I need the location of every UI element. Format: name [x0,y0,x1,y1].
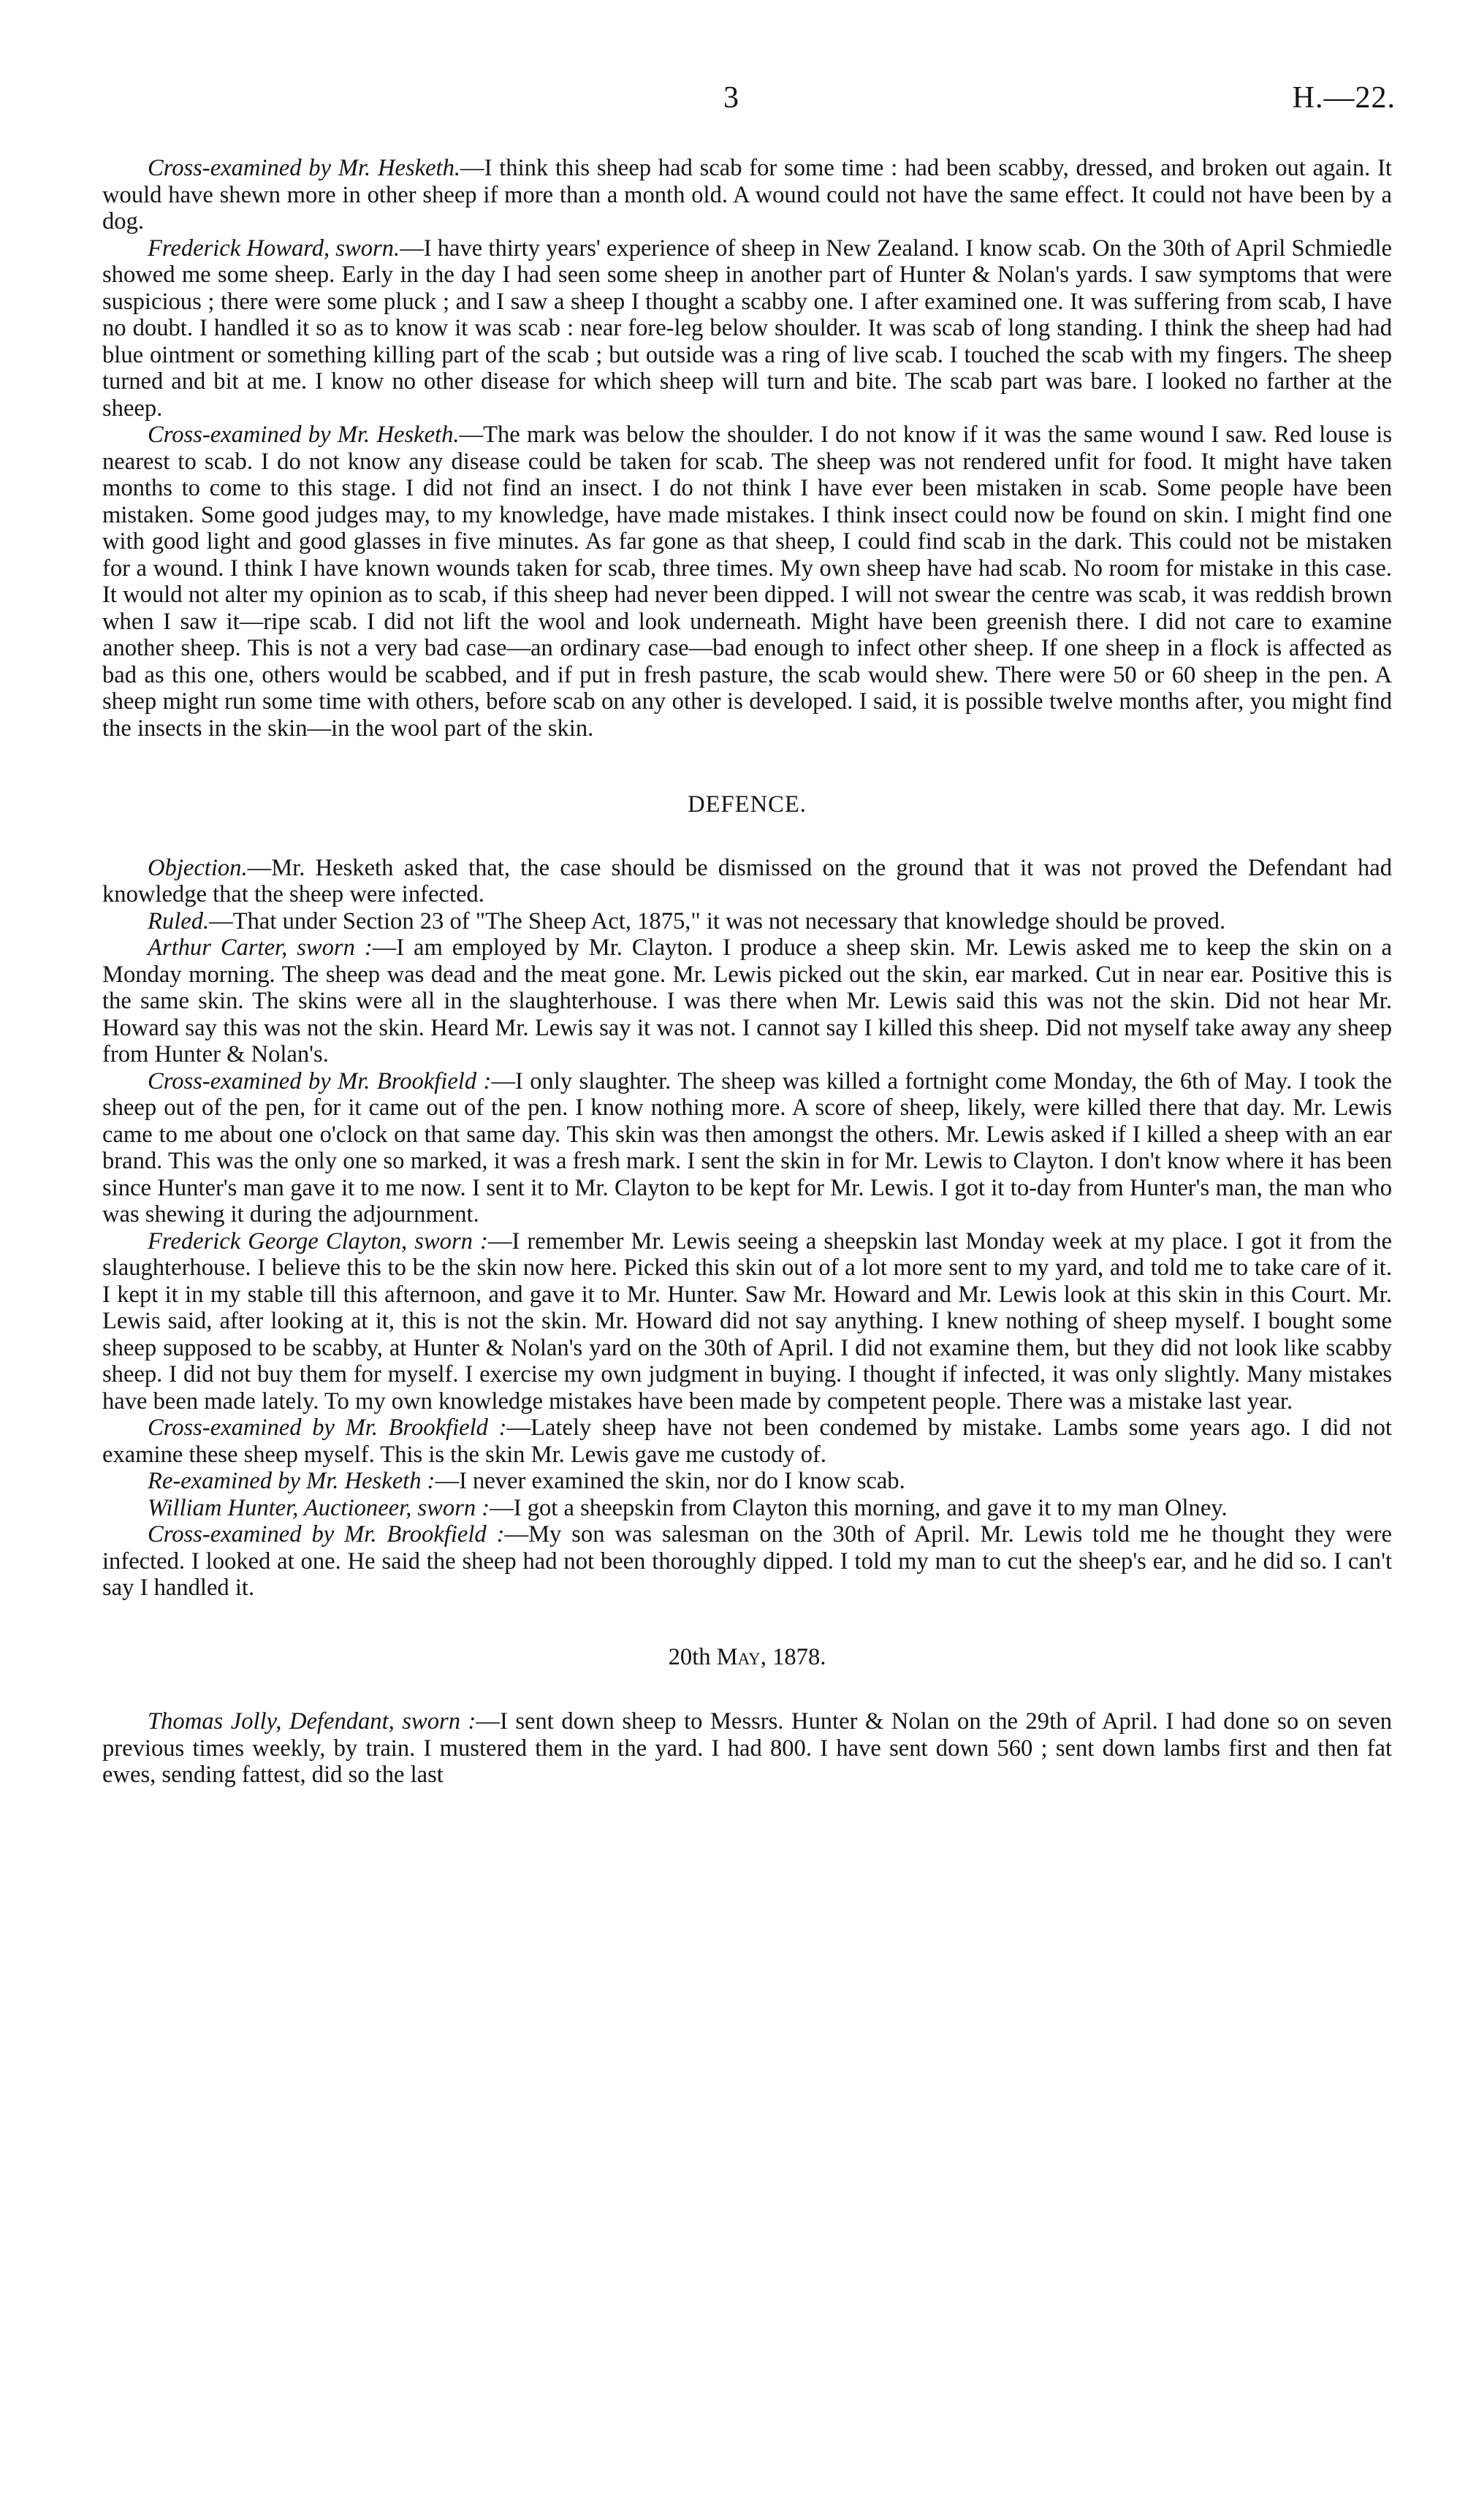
testimony-paragraph [102,1228,1392,1415]
testimony-paragraph [102,908,1392,935]
paragraph-lead: Cross-examined by Mr. Brookfield : [148,1415,507,1441]
paragraph-text: —I remember Mr. Lewis seeing a sheepskin last Monday week at my place. I got it from the slaughterhouse. I believe this to be the skin now here. Picked this skin out of a lot more sent to my yard, and told me to take care of it. I kept it in my stable till this afternoon, and gave it to Mr. Hunter. Saw Mr. Howard and Mr. Lewis look at this skin in this Court. Mr. Lewis said, after looking at it, this is not the skin. Mr. Howard did not say anything. I knew nothing of sheep myself. I bought some sheep supposed to be scabby, at Hunter & Nolan's yard on the 30th of April. I did not examine them, but they did not look like scabby sheep. I did not buy them for myself. I exercise my own judgment in buying. I thought if infected, it was only slightly. Many mistakes have been made lately. To my own knowledge mistakes have been made by competent people. There was a mistake last year. [102,1227,1392,1415]
testimony-paragraph [102,934,1392,1068]
paragraph-lead: Objection. [148,854,248,881]
document-reference: H.—22. [1292,81,1396,115]
paragraph-lead: Thomas Jolly, Defendant, sworn : [148,1708,476,1735]
date-month: May [716,1643,761,1670]
paragraph-text: —I am employed by Mr. Clayton. I produce a sheep skin. Mr. Lewis asked me to keep the skin on a Monday morning. The sheep was dead and the meat gone. Mr. Lewis picked out the skin, ear marked. Cut in near ear. Positive this is the same skin. The skins were all in the slaughterhouse. I was there when Mr. Lewis said this was not the skin. Did not hear Mr. Howard say this was not the skin. Heard Mr. Lewis say it was not. I cannot say I killed this sheep. Did not myself take away any sheep from Hunter & Nolan's. [102,934,1392,1067]
date-day: 20th [668,1643,711,1670]
testimony-paragraph [102,1415,1392,1468]
paragraph-text: —My son was salesman on the 30th of April. Mr. Lewis told me he thought they were infected. I looked at one. He said the sheep had not been thoroughly dipped. I told my man to cut the sheep's ear, and he did so. I can't say I handled it. [102,1521,1392,1601]
paragraph-lead: William Hunter, Auctioneer, sworn : [148,1494,490,1521]
paragraph-text: —I sent down sheep to Messrs. Hunter & Nolan on the 29th of April. I had done so on seven previous times weekly, by train. I mustered them in the yard. I had 800. I have sent down 560 ; sent down lambs first and then fat ewes, sending fattest, did so the last [102,1708,1392,1788]
date-year: , 1878. [760,1643,826,1670]
testimony-paragraph [102,422,1392,742]
testimony-paragraph [102,855,1392,908]
paragraph-text: —I have thirty years' experience of sheep in New Zealand. I know scab. On the 30th of April Schmiedle showed me some sheep. Early in the day I had seen some sheep in another part of Hunter & Nolan's yards. I saw symptoms that were suspicious ; there were some pluck ; and I saw a sheep I thought a scabby one. I after examined one. It was suffering from scab, I have no doubt. I handled it so as to know it was scab : near fore-leg below shoulder. It was scab of long standing. I think the sheep had had blue ointment or something killing part of the scab ; but outside was a ring of live scab. I touched the scab with my fingers. The sheep turned and bit at me. I know no other disease for which sheep will turn and bite. The scab part was bare. I looked no farther at the sheep. [102,235,1393,422]
testimony-section-defence [102,855,1392,1602]
paragraph-text: —I only slaughter. The sheep was killed a fortnight come Monday, the 6th of May. I took the sheep out of the pen, for it came out of the pen. I know nothing more. A score of sheep, likely, were killed there that day. Mr. Lewis came to me about one o'clock on that same day. This skin was then amongst the others. Mr. Lewis asked if I killed a sheep with an ear brand. This was the only one so marked, it was a fresh mark. I sent the skin in for Mr. Lewis to Clayton. I don't know where it has been since Hunter's man gave it to me now. I sent it to Mr. Clayton to be kept for Mr. Lewis. I got it to-day from Hunter's man, the man who was shewing it during the adjournment. [102,1067,1392,1227]
paragraph-lead: Ruled. [148,907,210,934]
paragraph-lead: Frederick George Clayton, sworn : [148,1227,488,1255]
paragraph-text: —I think this sheep had scab for some time : had been scabby, dressed, and broken out again. It would have shewn more in other sheep if more than a month old. A wound could not have the same effect. It could not have been by a dog. [102,155,1392,235]
paragraph-lead: Arthur Carter, sworn : [148,934,373,961]
paragraph-text: —The mark was below the shoulder. I do not know if it was the same wound I saw. Red louse is nearest to scab. I do not know any disease could be taken for scab. The sheep was not rendered unfit for food. It might have taken months to come to this stage. I did not find an insect. I do not think I have ever been mistaken in scab. Some people have been mistaken. Some good judges may, to my knowledge, have made mistakes. I think insect could now be found on skin. I might find one with good light and good glasses in five minutes. As far gone as that sheep, I could find scab in the dark. This could not be mistaken for a wound. I think I have known wounds taken for scab, three times. My own sheep have had scab. No room for mistake in this case. It would not alter my opinion as to scab, if this sheep had never been dipped. I will not swear the centre was scab, it was reddish brown when I saw it—ripe scab. I did not lift the wool and look underneath. Might have been greenish there. I did not care to examine another sheep. This is not a very bad case—an ordinary case—bad enough to infect other sheep. If one sheep in a flock is affected as bad as this one, others would be scabbed, and if put in fresh pasture, the scab would shew. There were 50 or 60 sheep in the pen. A sheep might run some time with others, before scab on any other is developed. I said, it is possible twelve months after, you might find the insects in the skin—in the wool part of the skin. [102,422,1392,742]
paragraph-lead: Cross-examined by Mr. Hesketh. [148,155,461,181]
section-heading-defence: DEFENCE. [688,791,807,818]
paragraph-lead: Cross-examined by Mr. Hesketh. [148,422,460,448]
document-body [102,155,1392,1789]
testimony-paragraph [102,1495,1392,1522]
testimony-paragraph [102,235,1392,422]
paragraph-lead: Cross-examined by Mr. Brookfield : [148,1521,505,1548]
testimony-section-prosecution [102,155,1392,742]
paragraph-lead: Frederick Howard, sworn. [148,235,400,262]
paragraph-lead: Cross-examined by Mr. Brookfield : [148,1067,492,1095]
paragraph-text: —I got a sheepskin from Clayton this morning, and gave it to my man Olney. [490,1494,1228,1521]
paragraph-text: —That under Section 23 of "The Sheep Act, 1875," it was not necessary that knowledge should be proved. [209,907,1226,934]
paragraph-lead: Re-examined by Mr. Hesketh : [148,1468,435,1494]
page-number: 3 [723,81,739,115]
testimony-paragraph [102,155,1392,235]
testimony-paragraph [102,1708,1392,1789]
testimony-paragraph [102,1521,1392,1602]
testimony-paragraph [102,1068,1392,1228]
session-date [102,1644,1392,1671]
paragraph-text: —Lately sheep have not been condemed by mistake. Lambs some years ago. I did not examine these sheep myself. This is the skin Mr. Lewis gave me custody of. [102,1415,1392,1468]
paragraph-text: —Mr. Hesketh asked that, the case should be dismissed on the ground that it was not proved the Defendant had knowledge that the sheep were infected. [102,854,1392,907]
testimony-paragraph [102,1468,1392,1495]
testimony-section-defendant [102,1708,1392,1789]
page-header [132,80,1396,124]
paragraph-text: —I never examined the skin, nor do I know scab. [435,1468,905,1494]
